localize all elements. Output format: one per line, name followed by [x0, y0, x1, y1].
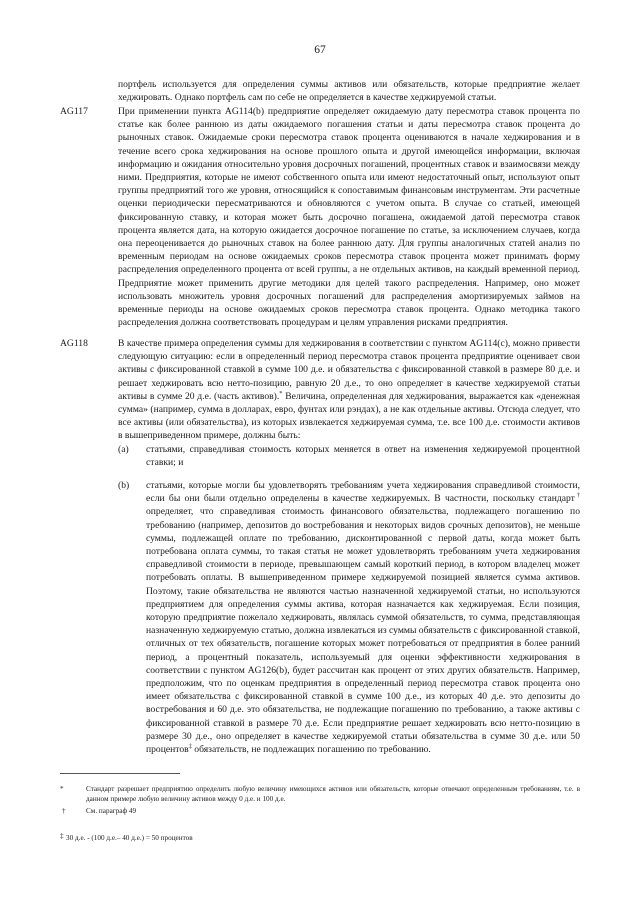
footnote-mark: †	[62, 807, 66, 815]
item-b-text-part-1: статьями, которые могли бы удовлетворять требованиям учета хеджирования справедливой стоимости, если бы они были отдельно определены в качестве хеджируемых. В частности, поскольку стандарт	[146, 480, 580, 505]
list-label-b: (b)	[118, 480, 130, 491]
list-item-a: статьями, справедливая стоимость которых меняется в ответ на изменения хеджируемой процентной ставки; и	[146, 444, 580, 469]
ag118-text-part-1: В качестве примера определения суммы для хеджирования в соответствии с пунктом AG114(c), можно привести следующую ситуацию: если в определенный период пересмотра ставок процента предприятие оценивает свои активы с фиксированной ставкой в сумме 100 д.е. и обязательства с фиксированной ставкой в размере 80 д.е. и решает хеджировать всю нетто-позицию, равную 20 д.е., то оно определяет в качестве хеджируемой статьи активы в сумме 20 д.е. (часть активов).	[118, 338, 580, 402]
footnote-ref-double-dagger: ‡	[188, 742, 192, 750]
list-label-a: (a)	[118, 444, 129, 455]
item-b-text-part-2: определяет, что справедливая стоимость финансового обязательства, подлежащего погашению по требованию (например, депозитов до востребования и некоторых видов срочных депозитов), не меньше суммы, подлежащей оплате по требованию, дисконтированной с первой даты, когда может быть потребована оплата суммы, то такая статья не может удовлетворять требованиям учета хеджирования справедливой стоимости в периоде, превышающем самый короткий период, в котором владелец может потребовать оплаты. В вышеприведенном примере хеджируемой позицией является сумма активов. Поэтому, такие обязательства не являются частью назначенной хеджируемой статьи, но используются предприятием для определения суммы актива, которая назначается как хеджируемая. Если позиция, которую предприятие пожелало хеджировать, являлась суммой обязательств, то сумма, представляющая назначенную хеджируемую статью, должна извлекаться из суммы обязательств с фиксированной ставкой, отличных от тех обязательств, погашение которых может потребоваться от предприятия в более ранний период, а процентный показатель, используемый для оценки эффективности хеджирования в соответствии с пунктом AG126(b), будет рассчитан как процент от этих других обязательств. Например, предположим, что по оценкам предприятия в определенный период пересмотра ставок процента оно имеет обязательства с фиксированной ставкой в сумме 100 д.е., из которых 40 д.е. это депозиты до востребования и 60 д.е. это обязательства, не подлежащие погашению по требованию, а также активы с фиксированной ставкой в размере 70 д.е. Если предприятие решает хеджировать всю нетто-позицию в размере 30 д.е., оно определяет в качестве хеджируемой статьи обязательства в сумме 30 д.е. или 50 процентов	[146, 506, 580, 756]
item-b-text-part-3: обязательств, не подлежащих погашению по требованию.	[191, 744, 431, 756]
intro-paragraph: портфель используется для определения суммы активов или обязательств, которые предприятие желает хеджировать. Однако портфель сам по себе не определяется в качестве хеджируемой статьи.	[118, 79, 580, 104]
footnote-divider	[60, 773, 180, 774]
ag118-text-part-2: Величина, определенная для хеджирования, выражается как «денежная сумма» (например, сумма в долларах, евро, фунтах или рэндах), а не как отдельные активы. Отсюда следует, что все активы (или обязательства), из которых извлекается хеджируемая сумма, т.е. все 100 д.е. стоимости активов в вышеприведенном примере, должны быть:	[118, 390, 580, 442]
page-number: 67	[314, 44, 326, 56]
footnote-ref-star: *	[279, 389, 283, 397]
paragraph-ag117: При применении пункта AG114(b) предприятие определяет ожидаемую дату пересмотра ставок процента по статье как более раннюю из даты ожидаемого погашения статьи и даты пересмотра ставок процента до рыночных ставок. Ожидаемые сроки пересмотра ставок процента оцениваются в начале хеджирования и в течение всего срока хеджирования на основе прошлого опыта и другой имеющейся информации, включая информацию и ожидания относительно уровня досрочных погашений, процентных ставок и взаимосвязи между ними. Предприятия, которые не имеют собственного опыта или имеют недостаточный опыт, используют опыт группы предприятий того же уровня, относящийся к сопоставимым финансовым инструментам. Эти расчетные оценки периодически пересматриваются и обновляются с учетом опыта. В случае со статьей, имеющей фиксированную ставку, и которая может быть досрочно погашена, ожидаемой датой пересмотра ставок процента является дата, на которую ожидается досрочное погашение по статье, за исключением случаев, когда она переоценивается до рыночных ставок на более раннюю дату. Для группы аналогичных статей анализ по временным периодам на основе ожидаемых сроков пересмотра ставок процента может принимать форму распределения определенного процента от всей группы, а не отдельных активов, на каждый временной период. Предприятие может применить другие методики для целей такого распределения. Например, оно может использовать множитель уровня досрочных погашений для распределения амортизируемых займов на временные периоды на основе ожидаемых сроков пересмотра ставок процента. Однако методика такого распределения должна соответствовать процедурам и целям управления рисками предприятия.	[118, 106, 580, 329]
footnote-mark: *	[60, 785, 64, 793]
paragraph-label-ag118: AG118	[60, 338, 88, 349]
footnote-text: Стандарт разрешает предприятию определить любую величину имеющихся активов или обязательств, которые отвечают определенным требованиям, т.е. в данном примере любую величину активов между 0 д.е. и 100 д.е.	[86, 785, 580, 803]
footnote-ref-dagger: †	[574, 492, 580, 500]
paragraph-ag118	[118, 337, 580, 443]
list-item-b	[146, 479, 580, 756]
footnote-text: См. параграф 49	[86, 807, 137, 815]
footnote-mark: ‡	[60, 832, 64, 840]
paragraph-label-ag117: AG117	[60, 106, 88, 117]
footnote-text: 30 д.е. - (100 д.е.– 40 д.е.) = 50 процентов	[66, 834, 193, 842]
